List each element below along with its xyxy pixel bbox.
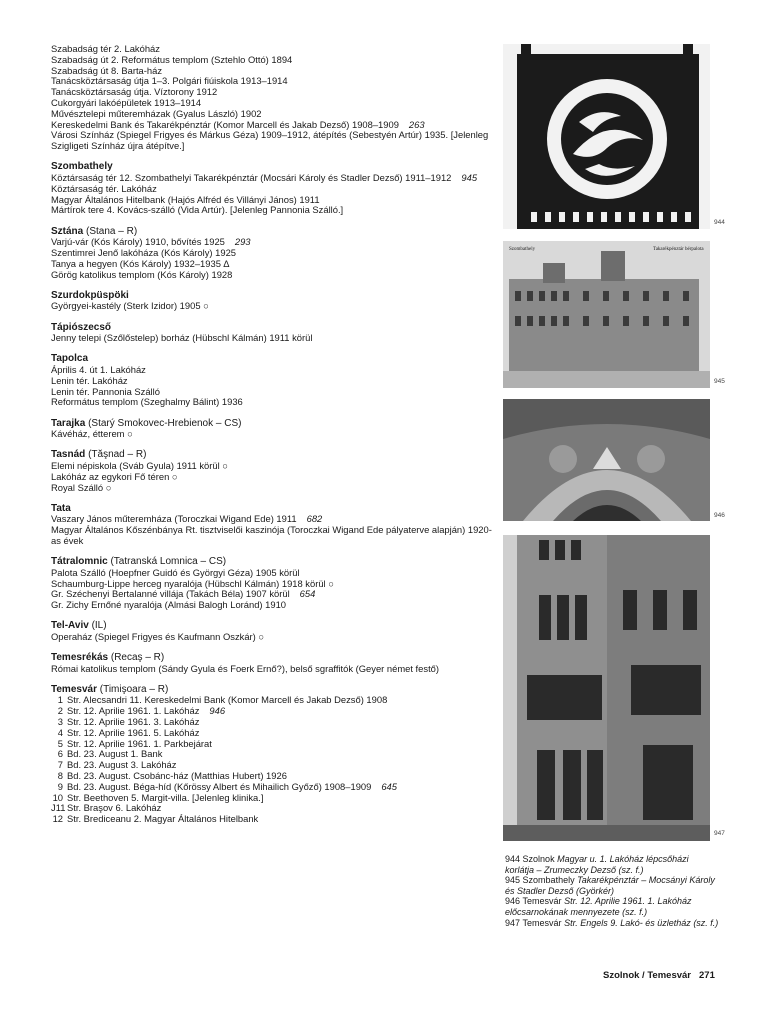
place-section: [51, 449, 501, 493]
entry-line: [51, 270, 501, 281]
postcard-label-left: Szombathely: [509, 247, 536, 252]
entry-line: [51, 205, 501, 216]
entry-line: [51, 814, 501, 825]
place-section: [51, 418, 501, 440]
place-alt-name: (Recaş – R): [110, 652, 165, 664]
intro-entries: [51, 44, 501, 152]
place-name: Temesrékás: [51, 652, 109, 664]
entry-number: 8: [57, 770, 63, 782]
figure-reference: 293: [234, 236, 251, 248]
entry-text: Str. Braşov 6. Lakóház: [67, 802, 162, 814]
entry-text: Kereskedelmi Bank és Takarékpénztár (Komor Marcell és Jakab Dezső) 1908–1909: [51, 118, 399, 130]
place-name: Tasnád: [51, 449, 86, 461]
entry-text: Jenny telepi (Szőlőstelep) borház (Hübschl Kálmán) 1911 körül: [51, 332, 313, 344]
place-name: Tarajka: [51, 417, 86, 429]
entry-line: [51, 632, 501, 643]
entry-text: Városi Színház (Spiegel Frigyes és Márkus Géza) 1909–1912, átépítés (Sebestyén Artúr) 1935. [Jelenleg Szigligeti Színház újra átépítve.]: [51, 129, 489, 152]
entry-text: Bd. 23. August. Béga-híd (Kőrössy Albert és Mihailich Győző) 1908–1909: [67, 780, 372, 792]
figure-945-postcard-photo: [503, 241, 710, 388]
entry-text: Lakóház az egykori Fő téren ○: [51, 470, 178, 482]
entry-text: Április 4. út 1. Lakóház: [51, 363, 146, 375]
entry-text: Lenin tér. Pannonia Szálló: [51, 385, 160, 397]
entry-text: Györgyei-kastély (Sterk Izidor) 1905 ○: [51, 300, 209, 312]
entry-number: 9: [57, 780, 63, 792]
entry-text: Tanácsköztársaság útja. Víztorony 1912: [51, 86, 218, 98]
place-section: [51, 226, 501, 281]
figure-reference: 682: [306, 513, 323, 525]
entry-text: Str. 12. Aprilie 1961. 1. Lakóház: [67, 705, 200, 717]
entry-text: Str. 12. Aprilie 1961. 1. Parkbejárat: [67, 737, 212, 749]
caption-place: Szombathely: [522, 875, 575, 886]
place-alt-name: (IL): [91, 620, 107, 632]
entry-text: Köztársaság tér. Lakóház: [51, 182, 157, 194]
place-alt-name: (Stana – R): [86, 225, 138, 237]
entry-text: Str. Alecsandri 11. Kereskedelmi Bank (Komor Marcell és Jakab Dezső) 1908: [67, 694, 388, 706]
entry-number: 2: [57, 705, 63, 717]
caption-text: Str. 12. Aprilie 1961. 1. Lakóház előcsarnokának mennyezete (sz. f.): [505, 896, 692, 917]
postcard-label-right: Takarékpénztár bérpalota: [653, 247, 704, 252]
place-alt-name: (Tatranská Lomnica – CS): [110, 556, 227, 568]
place-section: [51, 652, 501, 674]
entry-line: [51, 130, 501, 152]
entry-text: Cukorgyári lakóépületek 1913–1914: [51, 96, 202, 108]
entry-number: 3: [57, 716, 63, 728]
caption-num: 946: [505, 896, 521, 907]
entry-number: 6: [57, 748, 63, 760]
entry-text: Palota Szálló (Hoepfner Guidó és Györgyi Géza) 1905 körül: [51, 566, 300, 578]
figure-number: 945: [714, 378, 725, 385]
figure-caption: [505, 918, 720, 929]
entry-text: Magyar Általános Kőszénbánya Rt. tisztviselői kaszinója (Toroczkai Wigand Ede pályaterve alapján) 1920-as évek: [51, 524, 492, 546]
caption-num: 944: [505, 854, 521, 864]
entry-text: Bd. 23. August. Csobánc-ház (Matthias Hubert) 1926: [67, 770, 287, 782]
figure-caption: [505, 854, 720, 875]
entry-number: 12: [52, 813, 63, 825]
place-name: Tátralomnic: [51, 556, 108, 568]
place-section: [51, 353, 501, 408]
entry-text: Köztársaság tér 12. Szombathelyi Takarékpénztár (Mocsári Károly és Stadler Dezső) 1911–1912: [51, 171, 452, 183]
figure-reference: 645: [381, 780, 397, 792]
caption-place: Temesvár: [522, 896, 562, 907]
place-name: Tata: [51, 502, 71, 514]
entry-text: Schaumburg-Lippe herceg nyaralója (Hübschl Kálmán) 1918 körül ○: [51, 577, 334, 589]
place-section: [51, 161, 501, 216]
entry-text: Lenin tér. Lakóház: [51, 374, 128, 386]
entry-text: Mártírok tere 4. Kovács-szálló (Vida Artúr). [Jelenleg Pannonia Szálló.]: [51, 204, 344, 216]
figure-caption: [505, 896, 720, 917]
place-section: [51, 290, 501, 312]
entry-text: Bd. 23. August 1. Bank: [67, 748, 163, 760]
place-alt-name: (Starý Smokovec-Hrebienok – CS): [88, 417, 242, 429]
place-name: Tápiószecső: [51, 321, 112, 333]
entry-number: J11: [51, 802, 66, 814]
entry-line: [51, 333, 501, 344]
numbered-entries: [51, 695, 501, 825]
entry-line: [51, 525, 501, 547]
figure-reference: 945: [461, 171, 478, 183]
entry-text: Str. 12. Aprilie 1961. 5. Lakóház: [67, 726, 200, 738]
figure-caption: [505, 875, 720, 896]
entry-line: [51, 600, 501, 611]
figure-reference: 654: [299, 588, 316, 600]
figure-number: 947: [714, 830, 725, 837]
section-title: Temesvár (Timişoara – R): [51, 683, 169, 695]
caption-text: Takarékpénztár – Mocsányi Károly és Stadler Dezső (Györkér): [505, 875, 715, 896]
place-name: Szurdokpüspöki: [51, 289, 129, 301]
entry-text: Görög katolikus templom (Kós Károly) 1928: [51, 268, 233, 280]
caption-place: Szolnok: [522, 854, 555, 864]
figure-number: 946: [714, 512, 725, 519]
place-name: Szombathely: [51, 161, 113, 173]
entry-number: 1: [57, 694, 63, 706]
place-section: [51, 322, 501, 344]
figure-reference: 263: [408, 118, 425, 130]
figure-reference: 946: [209, 705, 226, 717]
place-section: [51, 620, 501, 642]
entry-text: Szabadság út 2. Református templom (Sztehlo Ottó) 1894: [51, 53, 293, 65]
caption-text: Magyar u. 1. Lakóház lépcsőházi korlátja – Zrumeczky Dezső (sz. f.): [505, 854, 689, 875]
running-head: Szolnok / Temesvár: [603, 970, 691, 981]
entry-line: [51, 664, 501, 675]
text-column: [51, 44, 501, 835]
entry-text: Szabadság út 8. Barta-ház: [51, 64, 163, 76]
page-number: 271: [699, 970, 715, 981]
figure-944-railing-photo: [503, 44, 710, 229]
entry-text: Operaház (Spiegel Frigyes és Kaufmann Oszkár) ○: [51, 630, 265, 642]
gazetteer-sections: [51, 161, 501, 674]
entry-text: Str. Brediceanu 2. Magyar Általános Hitelbank: [67, 813, 259, 825]
entry-text: Vaszary János műteremháza (Toroczkai Wigand Ede) 1911: [51, 513, 297, 525]
entry-number: 7: [57, 759, 63, 771]
entry-text: Gr. Széchenyi Bertalanné villája (Takách Béla) 1907 körül: [51, 588, 290, 600]
entry-line: [51, 429, 501, 440]
figure-947-facade-photo: [503, 535, 710, 841]
entry-number: 4: [57, 726, 63, 738]
entry-text: Elemi népiskola (Sváb Gyula) 1911 körül ○: [51, 459, 228, 471]
entry-text: Magyar Általános Hitelbank (Hajós Alfréd és Villányi János) 1911: [51, 193, 320, 205]
entry-line: [51, 483, 501, 494]
entry-text: Bd. 23. August 3. Lakóház: [67, 759, 177, 771]
page-footer: [603, 970, 715, 981]
entry-text: Szentimrei Jenő lakóháza (Kós Károly) 1925: [51, 246, 236, 258]
figure-captions: [505, 854, 720, 928]
entry-text: Str. 12. Aprilie 1961. 3. Lakóház: [67, 716, 200, 728]
entry-text: Str. Beethoven 5. Margit-villa. [Jelenleg klinika.]: [67, 791, 264, 803]
entry-text: Római katolikus templom (Sándy Gyula és Foerk Ernő?), belső sgraffitók (Geyer német festő): [51, 662, 440, 674]
figure-946-ceiling-photo: [503, 399, 710, 521]
caption-num: 945: [505, 875, 521, 886]
caption-text: Str. Engels 9. Lakó- és üzletház (sz. f.): [564, 917, 719, 928]
entry-text: Művésztelepi műteremházak (Gyalus László) 1902: [51, 107, 262, 119]
entry-line: [51, 397, 501, 408]
entry-number: 5: [57, 737, 63, 749]
caption-num: 947: [505, 917, 521, 928]
figure-number: 944: [714, 219, 725, 226]
entry-text: Gr. Zichy Ernőné nyaralója (Almási Balogh Loránd) 1910: [51, 599, 287, 611]
place-section: [51, 503, 501, 547]
place-name: Tel-Aviv: [51, 620, 89, 632]
entry-text: Tanácsköztársaság útja 1–3. Polgári fiúiskola 1913–1914: [51, 75, 288, 87]
entry-text: Varjú-vár (Kós Károly) 1910, bővítés 1925: [51, 236, 225, 248]
place-name: Sztána: [51, 225, 84, 237]
place-name: Tapolca: [51, 353, 89, 365]
section-temesvar: [51, 684, 501, 825]
entry-text: Református templom (Szeghalmy Bálint) 1936: [51, 396, 243, 408]
entry-line: [51, 472, 501, 483]
entry-text: Kávéház, étterem ○: [51, 428, 133, 440]
entry-number: 10: [52, 791, 63, 803]
entry-text: Royal Szálló ○: [51, 481, 112, 493]
entry-line: [51, 301, 501, 312]
entry-text: Szabadság tér 2. Lakóház: [51, 43, 160, 54]
place-section: [51, 556, 501, 611]
caption-place: Temesvár: [522, 917, 562, 928]
place-alt-name: (Tăşnad – R): [88, 449, 147, 461]
entry-text: Tanya a hegyen (Kós Károly) 1932–1935 ∆: [51, 257, 230, 269]
